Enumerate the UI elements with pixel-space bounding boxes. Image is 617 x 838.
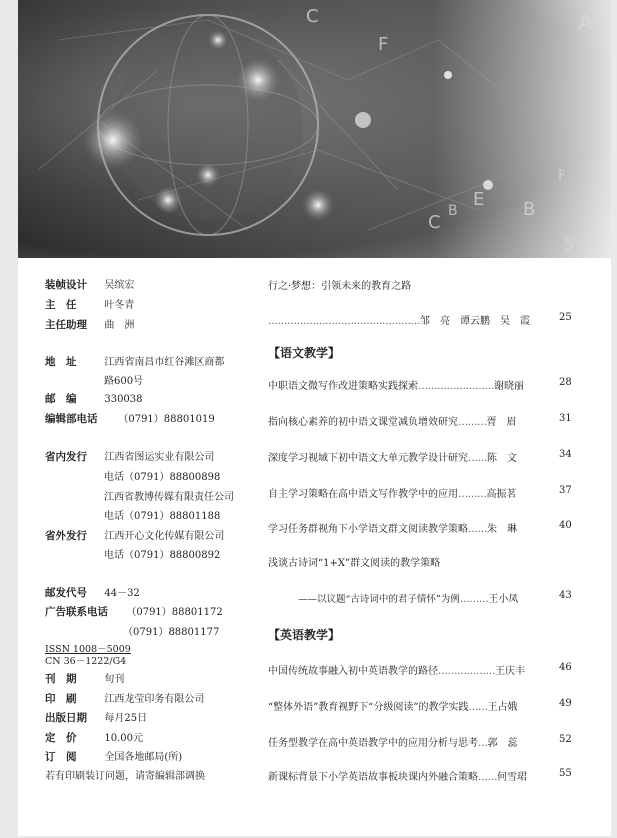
editorial-phone-value: （0791）88801019 xyxy=(118,414,215,425)
toc-entry-title: 中国传统故事融入初中英语教学的路径 xyxy=(268,666,438,677)
toc-entry-title[interactable]: 浅谈古诗词“1+X”群文阅读的教学策略 xyxy=(268,558,441,569)
subscribe-value: 全国各地邮局(所) xyxy=(104,752,183,763)
toc-entry-title: 中职语文微写作改进策略实践探索 xyxy=(268,381,418,392)
toc-entry-author: 王占娥 xyxy=(487,702,518,713)
price-row xyxy=(45,729,143,745)
leader-dots: …………………… xyxy=(418,381,494,392)
banner-letter-e: E xyxy=(473,189,485,210)
toc-entry-title: 新课标背景下小学英语故事板块课内外融合策略 xyxy=(268,772,478,783)
toc-page-number: 34 xyxy=(559,449,572,460)
printing-row xyxy=(45,690,204,706)
leader-dots: … xyxy=(478,738,488,749)
issn: ISSN 1008－5009 xyxy=(45,644,131,655)
price-value: 10.00元 xyxy=(104,733,143,744)
leader-dots: …… xyxy=(478,772,497,783)
address-label: 地 址 xyxy=(45,356,77,368)
subscribe-row xyxy=(45,748,182,764)
toc-entry[interactable] xyxy=(268,734,518,749)
banner-letter-5: 5 xyxy=(563,234,575,255)
toc-page-number: 28 xyxy=(559,377,572,388)
toc-entry-subtitle: ——以议题“古诗词中的君子情怀”为例 xyxy=(298,594,460,605)
cn-number: CN 36－1222/G4 xyxy=(45,656,127,667)
toc-entry-author: 朱 琳 xyxy=(487,524,517,535)
toc-entry-author: 高振茗 xyxy=(486,489,517,500)
chief-value: 叶冬青 xyxy=(104,300,135,311)
page xyxy=(18,0,611,836)
section-heading-chinese: 【语文教学】 xyxy=(268,346,341,360)
frequency-label: 刊 期 xyxy=(45,673,77,685)
leader-dots: …… xyxy=(468,453,487,464)
address-line1: 江西省南昌市红谷滩区商都 xyxy=(104,357,225,368)
leader-dots: ………………………………………… xyxy=(268,316,420,327)
toc-page-number: 52 xyxy=(559,734,572,745)
toc-entry-subtitle-row xyxy=(298,590,518,605)
toc-entry-title[interactable]: 行之·梦想：引领未来的教育之路 xyxy=(268,281,412,292)
leader-dots: ……………… xyxy=(438,666,495,677)
assistant-label: 主任助理 xyxy=(45,319,87,331)
subscribe-label: 订 阅 xyxy=(45,751,77,763)
mail-code-label: 邮发代号 xyxy=(45,587,87,599)
postcode-value: 330038 xyxy=(104,394,143,405)
domestic-row xyxy=(45,448,214,464)
banner-letter-f2: F xyxy=(558,168,567,184)
chief-row xyxy=(45,296,134,312)
overseas-label: 省外发行 xyxy=(45,530,87,542)
toc-entry-author: 王庆丰 xyxy=(495,666,525,677)
toc-entry-author: 陈 文 xyxy=(487,453,517,464)
toc-entry-title: “整体外语”教育视野下“分级阅读”的教学实践 xyxy=(268,702,469,713)
toc-page-number: 25 xyxy=(559,312,572,323)
overseas-line: 江西开心文化传媒有限公司 xyxy=(104,531,225,542)
toc-entry-title: 深度学习视域下初中语文大单元教学设计研究 xyxy=(268,453,468,464)
overseas-line: 电话（0791）88800892 xyxy=(104,550,221,561)
price-label: 定 价 xyxy=(45,732,77,744)
frequency-row xyxy=(45,670,124,686)
toc-entry-title: 指向核心素养的初中语文课堂减负增效研究 xyxy=(268,417,458,428)
printing-label: 印 刷 xyxy=(45,693,77,705)
toc-entry-title: 任务型教学在高中英语教学中的应用分析与思考 xyxy=(268,738,478,749)
domestic-line: 电话（0791）88801188 xyxy=(104,511,221,522)
leader-dots: ……… xyxy=(458,417,487,428)
toc-entry-authors-row xyxy=(268,312,530,327)
toc-page-number: 40 xyxy=(559,520,572,531)
banner-letter-c: C xyxy=(306,6,319,27)
tech-globe-illustration xyxy=(18,0,611,258)
editorial-phone-label: 编辑部电话 xyxy=(45,413,98,425)
banner-letter-f: F xyxy=(378,34,389,55)
domestic-line: 江西省图运实业有限公司 xyxy=(104,452,215,463)
design-value: 吴缤宏 xyxy=(104,280,135,291)
ad-phone-value-2: （0791）88801177 xyxy=(123,627,220,638)
leader-dots: ……… xyxy=(459,594,489,605)
overseas-row xyxy=(45,527,224,543)
toc-entry-author: 胥 眉 xyxy=(486,417,517,428)
ad-phone-label: 广告联系电话 xyxy=(45,606,108,618)
toc-entry-author: 郭 蕊 xyxy=(487,738,518,749)
printing-value: 江西龙莹印务有限公司 xyxy=(104,694,205,705)
assistant-row xyxy=(45,316,134,332)
editorial-phone-row xyxy=(45,410,215,426)
chief-label: 主 任 xyxy=(45,299,77,311)
publish-date-row xyxy=(45,709,147,725)
domestic-line: 电话（0791）88800898 xyxy=(104,472,221,483)
toc-entry[interactable] xyxy=(268,520,517,535)
mail-code-value: 44－32 xyxy=(104,588,140,599)
toc-entry[interactable] xyxy=(268,698,517,713)
frequency-value: 旬刊 xyxy=(104,674,125,685)
toc-entry[interactable] xyxy=(268,377,524,392)
toc-page-number: 37 xyxy=(559,485,572,496)
toc-entry-title: 自主学习策略在高中语文写作教学中的应用 xyxy=(268,489,458,500)
leader-dots: ……… xyxy=(458,489,487,500)
ad-phone-value: （0791）88801172 xyxy=(126,607,223,618)
domestic-label: 省内发行 xyxy=(45,451,87,463)
domestic-line: 江西省教博传媒有限责任公司 xyxy=(104,492,234,503)
banner-letter-b: B xyxy=(523,199,536,220)
publish-date-value: 每月25日 xyxy=(104,713,148,724)
postcode-label: 邮 编 xyxy=(45,393,77,405)
toc-entry-authors: 邹 亮 谭云鹏 吴 霞 xyxy=(420,316,530,327)
toc-entry-author: 谢晓丽 xyxy=(494,381,524,392)
toc-page-number: 31 xyxy=(559,413,572,424)
publish-date-label: 出版日期 xyxy=(45,712,87,724)
toc-page-number: 46 xyxy=(559,662,572,673)
toc-entry-title: 学习任务群视角下小学语文群文阅读教学策略 xyxy=(268,524,468,535)
address-line2: 路600号 xyxy=(104,376,144,387)
assistant-value: 曲 洲 xyxy=(104,320,135,331)
leader-dots: …… xyxy=(468,524,487,535)
banner-letter-b2: B xyxy=(448,203,458,219)
banner-letter-c2: C xyxy=(428,212,441,233)
design-label: 装帧设计 xyxy=(45,279,87,291)
ad-phone-row xyxy=(45,603,223,619)
address-row xyxy=(45,353,224,369)
banner-letter-a: A xyxy=(578,11,594,36)
toc-page-number: 43 xyxy=(559,590,572,601)
design-row xyxy=(45,276,134,292)
toc-entry-author: 何雪珺 xyxy=(497,772,527,783)
toc-entry[interactable] xyxy=(268,768,527,783)
toc-entry[interactable] xyxy=(268,449,517,464)
cover-banner-image xyxy=(18,0,611,258)
postcode-row xyxy=(45,391,143,406)
toc-entry[interactable] xyxy=(268,485,517,500)
toc-page-number: 49 xyxy=(559,698,572,709)
leader-dots: …… xyxy=(468,702,488,713)
toc-entry[interactable] xyxy=(268,662,525,677)
mail-code-row xyxy=(45,584,140,600)
printing-issue-note: 若有印刷装订问题，请寄编辑部调换 xyxy=(45,771,205,782)
toc-entry[interactable] xyxy=(268,413,517,428)
toc-entry-author: 王小凤 xyxy=(488,594,519,605)
section-heading-english: 【英语教学】 xyxy=(268,628,341,642)
toc-page-number: 55 xyxy=(559,768,572,779)
